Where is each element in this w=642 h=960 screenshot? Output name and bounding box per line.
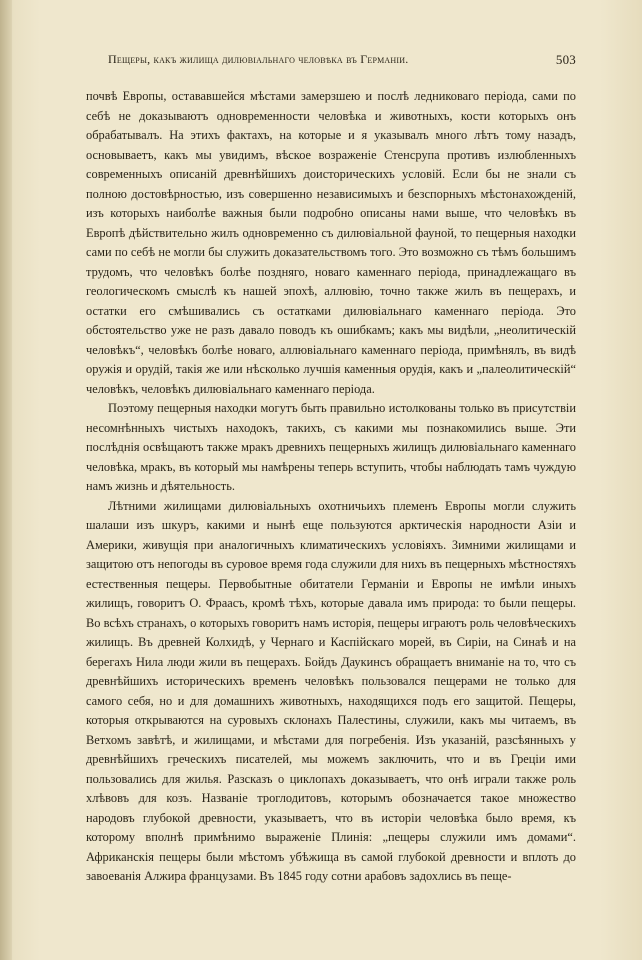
paragraph-2: Поэтому пещерныя находки могутъ быть правильно истолкованы только въ присутствіи несомнѣнныхъ чистыхъ находокъ, такихъ, съ какими мы познакомились выше. Эти послѣднія освѣщаютъ также мракъ древнихъ пещерныхъ жилищъ дилювіальнаго каменнаго человѣка, мракъ, въ который мы намѣрены теперь вступить, чтобы наблюдать тамъ чуждую намъ жизнь и дѣятельность. — [86, 401, 576, 493]
page-header — [86, 52, 576, 70]
page-number: 503 — [555, 52, 576, 67]
running-title: Пещеры, какъ жилища дилювіальнаго человѣка въ Германіи. — [108, 52, 409, 66]
paragraph-1: почвѣ Европы, остававшейся мѣстами замерзшею и послѣ ледниковаго періода, сами по себѣ не доказываютъ одновременности человѣка и животныхъ, кости которыхъ онъ обрабатывалъ. На этихъ фактахъ, на которые и я указывалъ много лѣтъ тому назадъ, основываетъ, какъ мы увидимъ, вѣское возраженіе Стенсрупа противъ излюбленныхъ современныхъ описаній древнѣйшихъ доисторическихъ условій. Если бы не знали съ полною достовѣрностью, изъ совершенно независимыхъ и безспорныхъ мѣстонахожденій, изъ которыхъ наиболѣе важныя были подробно описаны нами выше, что человѣкъ въ Европѣ дѣйствительно жилъ одновременно съ дилювіальной фауной, то пещерныя находки сами по себѣ не могли бы служить доказательствомъ того. Это возможно съ тѣмъ большимъ трудомъ, что человѣкъ болѣе поздняго, новаго каменнаго періода, принадлежащаго въ геологическомъ смыслѣ къ нашей эпохѣ, аллювію, точно также жилъ въ пещерахъ, и остатки его смѣшивались съ остатками дилювіальнаго каменнаго періода. Это обстоятельство уже не разъ давало поводъ къ ошибкамъ; какъ мы видѣли, „неолитическій человѣкъ“, человѣкъ болѣе новаго, аллювіальнаго каменнаго періода, примѣнялъ, въ видѣ оружія и орудій, такія же или нѣсколько лучшія каменныя орудія, какъ и „палеолитическій“ человѣкъ, человѣкъ дилювіальнаго каменнаго періода. — [86, 89, 576, 396]
page-body — [86, 87, 576, 887]
paragraph-3: Лѣтними жилищами дилювіальныхъ охотничьихъ племенъ Европы могли служить шалаши изъ шкуръ, какими и нынѣ еще пользуются арктическія народности Азіи и Америки, живущія при аналогичныхъ климатическихъ условіяхъ. Зимними жилищами и защитою отъ непогоды въ суровое время года служили для нихъ въ пещерныхъ мѣстностяхъ естественныя пещеры. Первобытные обитатели Германіи и Европы не имѣли иныхъ жилищъ, говоритъ О. Фраасъ, кромѣ тѣхъ, которые давала имъ природа: то были пещеры. Во всѣхъ странахъ, о которыхъ говоритъ намъ исторія, пещеры играютъ роль человѣческихъ жилищъ. Въ древней Колхидѣ, у Чернаго и Каспійскаго морей, въ Сиріи, на Синаѣ и на берегахъ Нила люди жили въ пещерахъ. Бойдъ Даукинсъ обращаетъ вниманіе на то, что съ древнѣйшихъ историческихъ временъ человѣкъ пользовался пещерами не только для самого себя, но и для домашнихъ животныхъ, находящихся подъ его защитой. Пещеры, которыя открываются на суровыхъ склонахъ Палестины, служили, какъ мы читаемъ, въ Ветхомъ завѣтѣ, и жилищами, и мѣстами для погребенія. Изъ указаній, разсѣянныхъ у древнѣйшихъ греческихъ писателей, мы можемъ заключить, что и въ Греціи ими пользовались для жилья. Разсказъ о циклопахъ доказываетъ, что онѣ играли также роль хлѣвовъ для козъ. Названіе троглодитовъ, которымъ обозначается такое множество народовъ глубокой древности, указываетъ, что въ исторіи человѣка было время, къ которому вполнѣ примѣнимо выраженіе Плинія: „пещеры служили имъ домами“. Африканскія пещеры были мѣстомъ убѣжища въ самой глубокой древности и вплоть до завоеванія Алжира французами. Въ 1845 году сотни арабовъ задохлись въ пеще- — [86, 498, 576, 883]
page-gutter — [0, 0, 12, 960]
